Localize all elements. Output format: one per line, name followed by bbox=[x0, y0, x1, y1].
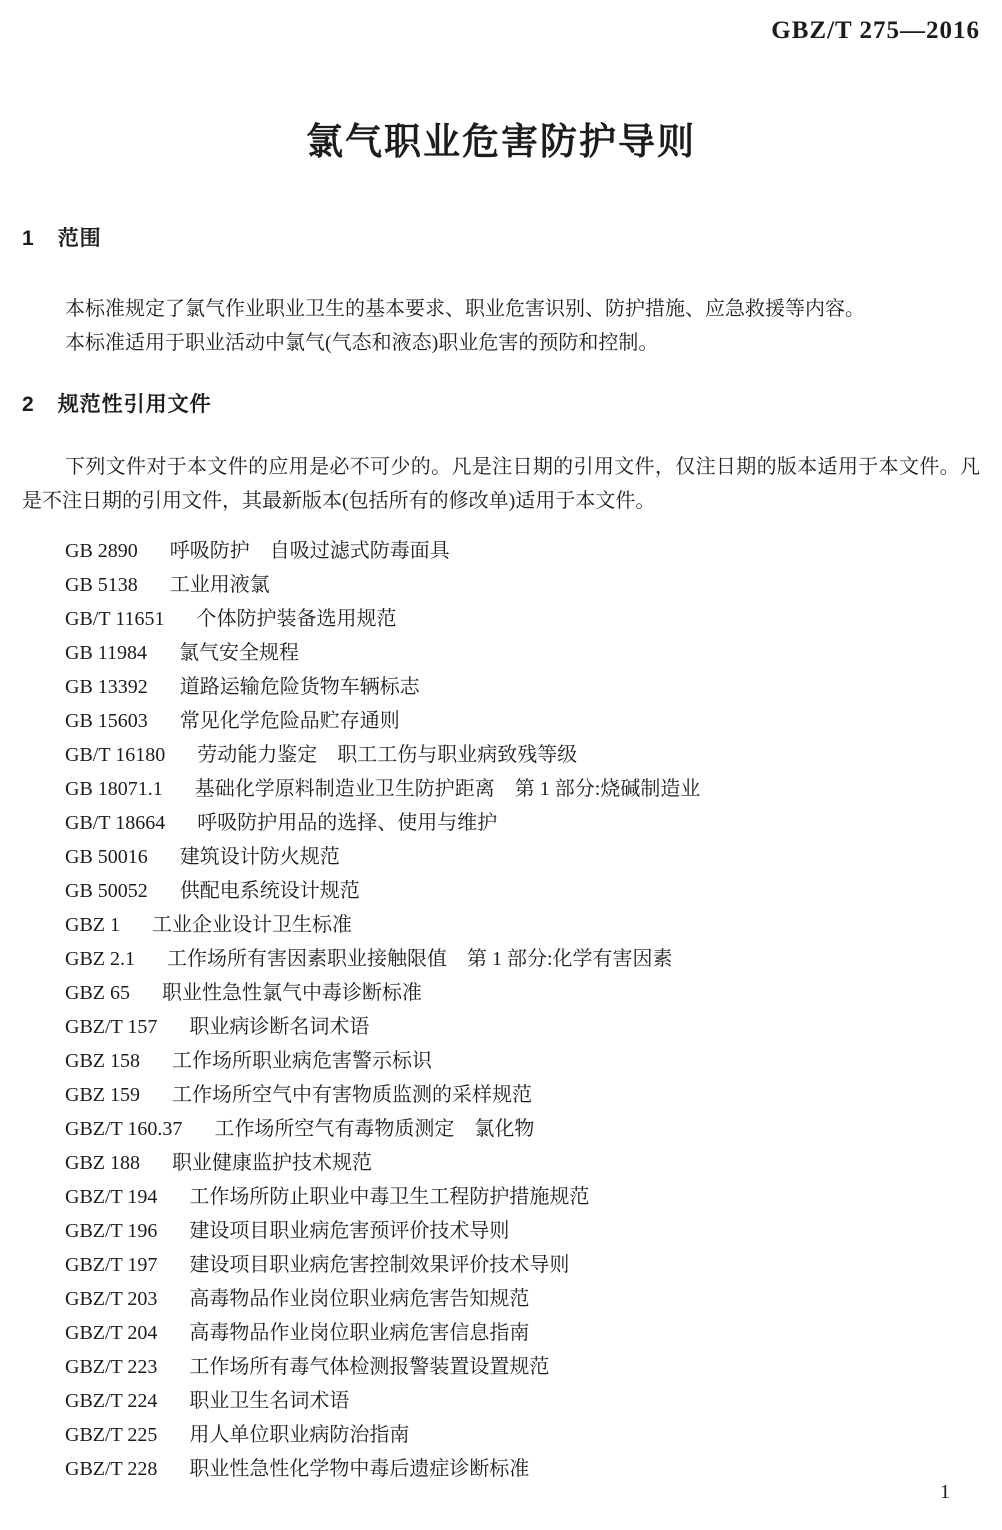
reference-code: GBZ 188 bbox=[65, 1152, 140, 1174]
reference-code: GB 18071.1 bbox=[65, 778, 163, 800]
reference-code: GB 13392 bbox=[65, 676, 148, 698]
reference-item bbox=[65, 976, 980, 1010]
reference-item bbox=[65, 1078, 980, 1112]
reference-code: GBZ 2.1 bbox=[65, 948, 135, 970]
reference-code: GBZ/T 223 bbox=[65, 1356, 158, 1378]
reference-title: 建筑设计防火规范 bbox=[179, 846, 340, 868]
reference-item bbox=[65, 1180, 980, 1214]
reference-title: 高毒物品作业岗位职业病危害信息指南 bbox=[189, 1322, 530, 1344]
reference-title: 建设项目职业病危害预评价技术导则 bbox=[189, 1220, 510, 1242]
reference-title: 供配电系统设计规范 bbox=[179, 880, 360, 902]
reference-item bbox=[65, 738, 980, 772]
reference-item bbox=[65, 772, 980, 806]
reference-title: 职业卫生名词术语 bbox=[189, 1390, 350, 1412]
document-title: 氯气职业危害防护导则 bbox=[306, 121, 696, 162]
reference-title: 基础化学原料制造业卫生防护距离 第 1 部分:烧碱制造业 bbox=[194, 778, 701, 800]
reference-title: 个体防护装备选用规范 bbox=[196, 608, 397, 630]
reference-title: 用人单位职业病防治指南 bbox=[189, 1424, 410, 1446]
reference-item bbox=[65, 568, 980, 602]
reference-code: GB 15603 bbox=[65, 710, 148, 732]
reference-title: 工业用液氯 bbox=[169, 574, 270, 596]
reference-code: GBZ 65 bbox=[65, 982, 130, 1004]
reference-code: GBZ/T 203 bbox=[65, 1288, 158, 1310]
reference-code: GBZ/T 224 bbox=[65, 1390, 158, 1412]
reference-item bbox=[65, 1044, 980, 1078]
section-1-heading bbox=[22, 226, 980, 252]
reference-title: 高毒物品作业岗位职业病危害告知规范 bbox=[189, 1288, 530, 1310]
reference-title: 呼吸防护用品的选择、使用与维护 bbox=[197, 812, 498, 834]
reference-code: GB/T 16180 bbox=[65, 744, 166, 766]
reference-item bbox=[65, 908, 980, 942]
reference-title: 职业病诊断名词术语 bbox=[189, 1016, 370, 1038]
reference-code: GB 50016 bbox=[65, 846, 148, 868]
reference-item bbox=[65, 840, 980, 874]
section-2-intro-paragraph: 下列文件对于本文件的应用是必不可少的。凡是注日期的引用文件，仅注日期的版本适用于本文件。凡是不注日期的引用文件，其最新版本(包括所有的修改单)适用于本文件。 bbox=[22, 456, 980, 512]
reference-item bbox=[65, 1350, 980, 1384]
reference-item bbox=[65, 1418, 980, 1452]
reference-code: GBZ 158 bbox=[65, 1050, 140, 1072]
reference-item bbox=[65, 704, 980, 738]
reference-item bbox=[65, 1316, 980, 1350]
doc-number-header: GBZ/T 275—2016 bbox=[771, 17, 980, 44]
reference-item bbox=[65, 806, 980, 840]
reference-code: GBZ 1 bbox=[65, 914, 120, 936]
reference-item bbox=[65, 636, 980, 670]
reference-title: 呼吸防护 自吸过滤式防毒面具 bbox=[169, 540, 450, 562]
reference-title: 工作场所防止职业中毒卫生工程防护措施规范 bbox=[189, 1186, 590, 1208]
section-2-number: 2 bbox=[22, 393, 34, 416]
reference-title: 氯气安全规程 bbox=[179, 642, 300, 664]
reference-title: 职业性急性氯气中毒诊断标准 bbox=[162, 982, 422, 1004]
page-number: 1 bbox=[940, 1481, 950, 1503]
reference-item bbox=[65, 1452, 980, 1486]
reference-title: 工作场所空气中有害物质监测的采样规范 bbox=[172, 1084, 532, 1106]
reference-item bbox=[65, 670, 980, 704]
reference-code: GB/T 18664 bbox=[65, 812, 166, 834]
reference-item bbox=[65, 874, 980, 908]
section-1-paragraph-1: 本标准规定了氯气作业职业卫生的基本要求、职业危害识别、防护措施、应急救援等内容。 bbox=[65, 298, 865, 320]
reference-item bbox=[65, 942, 980, 976]
reference-title: 工业企业设计卫生标准 bbox=[152, 914, 352, 936]
reference-title: 工作场所有毒气体检测报警装置设置规范 bbox=[189, 1356, 550, 1378]
reference-code: GBZ/T 196 bbox=[65, 1220, 158, 1242]
reference-item bbox=[65, 1010, 980, 1044]
reference-code: GB/T 11651 bbox=[65, 608, 165, 630]
reference-title: 建设项目职业病危害控制效果评价技术导则 bbox=[189, 1254, 570, 1276]
normative-references-list bbox=[22, 534, 980, 1486]
reference-title: 道路运输危险货物车辆标志 bbox=[179, 676, 420, 698]
reference-title: 工作场所空气有毒物质测定 氯化物 bbox=[214, 1118, 535, 1140]
section-1-title: 范围 bbox=[57, 227, 102, 250]
reference-item bbox=[65, 1214, 980, 1248]
section-1-paragraph-2: 本标准适用于职业活动中氯气(气态和液态)职业危害的预防和控制。 bbox=[65, 332, 659, 354]
reference-item bbox=[65, 1248, 980, 1282]
reference-item bbox=[65, 534, 980, 568]
reference-title: 职业健康监护技术规范 bbox=[172, 1152, 372, 1174]
reference-item bbox=[65, 1146, 980, 1180]
section-2-title: 规范性引用文件 bbox=[57, 393, 212, 416]
section-2-heading bbox=[22, 392, 980, 418]
reference-title: 常见化学危险品贮存通则 bbox=[179, 710, 400, 732]
reference-code: GB 50052 bbox=[65, 880, 148, 902]
reference-code: GB 11984 bbox=[65, 642, 148, 664]
reference-code: GBZ/T 225 bbox=[65, 1424, 158, 1446]
reference-title: 职业性急性化学物中毒后遗症诊断标准 bbox=[189, 1458, 530, 1480]
reference-code: GB 5138 bbox=[65, 574, 138, 596]
reference-code: GBZ/T 228 bbox=[65, 1458, 158, 1480]
reference-item bbox=[65, 1282, 980, 1316]
reference-title: 工作场所职业病危害警示标识 bbox=[172, 1050, 432, 1072]
reference-code: GBZ 159 bbox=[65, 1084, 140, 1106]
reference-title: 劳动能力鉴定 职工工伤与职业病致残等级 bbox=[197, 744, 578, 766]
reference-code: GBZ/T 157 bbox=[65, 1016, 158, 1038]
reference-title: 工作场所有害因素职业接触限值 第 1 部分:化学有害因素 bbox=[167, 948, 673, 970]
reference-code: GBZ/T 204 bbox=[65, 1322, 158, 1344]
reference-code: GBZ/T 197 bbox=[65, 1254, 158, 1276]
reference-item bbox=[65, 1112, 980, 1146]
reference-item bbox=[65, 1384, 980, 1418]
reference-code: GBZ/T 160.37 bbox=[65, 1118, 183, 1140]
reference-item bbox=[65, 602, 980, 636]
reference-code: GB 2890 bbox=[65, 540, 138, 562]
reference-code: GBZ/T 194 bbox=[65, 1186, 158, 1208]
section-1-number: 1 bbox=[22, 227, 34, 250]
